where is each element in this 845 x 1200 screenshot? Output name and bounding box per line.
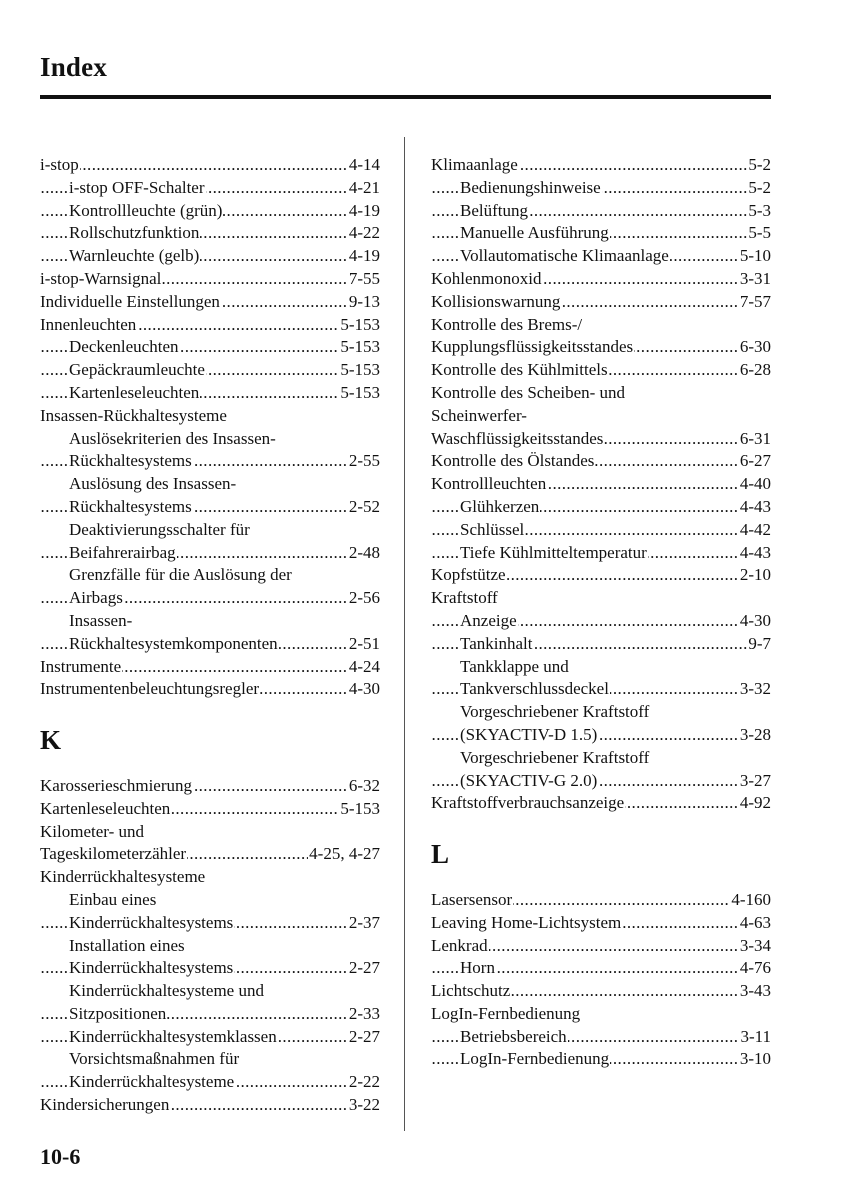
index-entry-label: Manuelle Ausführung xyxy=(460,223,609,243)
index-entry xyxy=(40,154,380,177)
index-entry-page: 5-153 xyxy=(339,798,380,821)
index-entry-page: 3-31 xyxy=(739,268,771,291)
index-subentry xyxy=(40,245,380,268)
index-entry xyxy=(40,678,380,701)
index-subentry xyxy=(40,912,380,935)
page-title: Index xyxy=(40,52,108,82)
index-entry xyxy=(431,792,771,815)
index-entry-page: 5-2 xyxy=(747,154,771,177)
index-subentry xyxy=(40,957,380,980)
index-entry xyxy=(431,154,771,177)
index-subentry xyxy=(431,222,771,245)
index-entry-page: 7-55 xyxy=(348,268,380,291)
index-entry-label: Innenleuchten xyxy=(40,314,137,334)
index-subentry xyxy=(40,222,380,245)
index-entry-label: Tankverschlussdeckel xyxy=(460,679,609,699)
index-entry-label: Vorsichtsmaßnahmen für xyxy=(69,1049,240,1069)
index-entry-label: Rückhaltesystemkomponenten xyxy=(69,633,278,653)
index-entry xyxy=(431,912,771,935)
index-subentry xyxy=(40,542,380,565)
index-entry-label: Leaving Home-Lichtsystem xyxy=(431,912,622,932)
index-entry-page: 9-7 xyxy=(747,633,771,656)
index-entry xyxy=(431,980,771,1003)
index-entry-label: Anzeige xyxy=(460,610,517,630)
column-divider xyxy=(404,137,405,1131)
index-entry xyxy=(431,587,771,610)
index-entry-label: Kopfstütze xyxy=(431,565,506,585)
index-entry-label: Kollisionswarnung xyxy=(431,291,561,311)
index-entry-page: 2-55 xyxy=(348,450,380,473)
index-subentry xyxy=(40,1026,380,1049)
index-entry xyxy=(431,291,771,314)
index-entry-label: LogIn-Fernbedienung xyxy=(460,1049,610,1069)
index-entry xyxy=(431,564,771,587)
index-subentry xyxy=(40,1003,380,1026)
index-entry-label: i-stop OFF-Schalter xyxy=(69,177,205,197)
index-entry-label: Rollschutzfunktion xyxy=(69,223,200,243)
index-entry-label: Sitzpositionen xyxy=(69,1003,167,1023)
index-entry xyxy=(431,428,771,451)
index-subentry xyxy=(40,382,380,405)
index-entry-label: Kontrolle des Kühlmittels xyxy=(431,360,608,380)
index-entry xyxy=(40,314,380,337)
index-entry-page: 4-43 xyxy=(739,542,771,565)
index-entry-label: Schlüssel xyxy=(460,519,525,539)
index-entry xyxy=(40,775,380,798)
index-entry-label: Kilometer- und xyxy=(40,821,144,841)
index-entry-page: 5-5 xyxy=(747,222,771,245)
index-entry-page: 2-22 xyxy=(348,1071,380,1094)
index-entry-page: 4-24 xyxy=(348,656,380,679)
index-entry xyxy=(431,314,771,337)
index-entry-page: 5-3 xyxy=(747,200,771,223)
index-entry-page: 4-25, 4-27 xyxy=(308,843,380,866)
index-entry-page: 5-153 xyxy=(339,382,380,405)
index-entry-page: 4-21 xyxy=(348,177,380,200)
index-subentry xyxy=(431,633,771,656)
index-entry-page: 4-22 xyxy=(348,222,380,245)
index-entry-label: Kartenleseleuchten xyxy=(40,798,171,818)
index-subentry xyxy=(40,1071,380,1094)
index-entry xyxy=(431,1003,771,1026)
index-entry-label: LogIn-Fernbedienung xyxy=(431,1003,581,1023)
index-entry-page: 3-34 xyxy=(739,935,771,958)
index-entry-label: (SKYACTIV-G 2.0) xyxy=(460,770,598,790)
index-subentry xyxy=(431,245,771,268)
index-subentry xyxy=(431,656,771,679)
index-entry-page: 3-27 xyxy=(739,770,771,793)
index-entry-page: 3-32 xyxy=(739,678,771,701)
index-entry-label: (SKYACTIV-D 1.5) xyxy=(460,724,598,744)
index-entry-page: 5-10 xyxy=(739,245,771,268)
index-entry-label: Insassen-Rückhaltesysteme xyxy=(40,405,227,425)
index-subentry xyxy=(40,889,380,912)
index-entry-label: Warnleuchte (gelb) xyxy=(69,246,200,266)
index-entry xyxy=(40,866,380,889)
index-entry-page: 4-30 xyxy=(348,678,380,701)
index-subentry xyxy=(40,200,380,223)
index-entry-label: Kontrolle des Brems-/ xyxy=(431,314,583,334)
index-entry-page: 4-14 xyxy=(348,154,380,177)
index-entry-page: 3-22 xyxy=(348,1094,380,1117)
index-entry xyxy=(40,798,380,821)
index-entry-page: 4-43 xyxy=(739,496,771,519)
index-entry-page: 4-42 xyxy=(739,519,771,542)
index-entry-label: Kindersicherungen xyxy=(40,1095,170,1115)
index-entry-label: Glühkerzen xyxy=(460,496,540,516)
index-entry xyxy=(431,382,771,405)
index-entry-page: 2-27 xyxy=(348,1026,380,1049)
index-entry-page: 3-43 xyxy=(739,980,771,1003)
index-entry-label: Rückhaltesystems xyxy=(69,451,192,471)
index-entry-label: Vorgeschriebener Kraftstoff xyxy=(460,747,650,767)
index-entry-page: 6-27 xyxy=(739,450,771,473)
index-entry xyxy=(40,1094,380,1117)
index-entry xyxy=(40,656,380,679)
index-entry xyxy=(431,450,771,473)
index-entry-label: Einbau eines xyxy=(69,889,157,909)
index-entry-label: Airbags xyxy=(69,588,123,608)
index-entry-page: 6-28 xyxy=(739,359,771,382)
index-entry-page: 4-19 xyxy=(348,245,380,268)
index-entry-label: Vollautomatische Klimaanlage xyxy=(460,246,669,266)
index-entry-label: Kupplungsflüssigkeitsstandes xyxy=(431,337,634,357)
index-entry xyxy=(431,268,771,291)
index-entry-label: Deaktivierungsschalter für xyxy=(69,519,250,539)
index-entry-page: 5-153 xyxy=(339,336,380,359)
index-entry xyxy=(431,336,771,359)
index-entry-page: 6-32 xyxy=(348,775,380,798)
index-subentry xyxy=(40,564,380,587)
index-subentry xyxy=(431,519,771,542)
index-entry-label: Tankklappe und xyxy=(460,656,569,676)
index-entry-label: Karosserieschmierung xyxy=(40,775,193,795)
index-entry xyxy=(40,405,380,428)
index-entry-page: 4-40 xyxy=(739,473,771,496)
index-entry-label: Kraftstoff xyxy=(431,588,498,608)
index-entry-page: 3-10 xyxy=(739,1048,771,1071)
index-subentry xyxy=(431,200,771,223)
index-subentry xyxy=(431,701,771,724)
index-entry xyxy=(431,889,771,912)
index-subentry xyxy=(40,496,380,519)
index-entry-label: Kraftstoffverbrauchsanzeige xyxy=(431,793,625,813)
index-entry-label: Beifahrerairbag xyxy=(69,542,176,562)
index-entry-label: Waschflüssigkeitsstandes xyxy=(431,428,604,448)
index-entry-page: 3-11 xyxy=(739,1026,771,1049)
index-subentry xyxy=(431,770,771,793)
index-entry-page: 2-48 xyxy=(348,542,380,565)
index-subentry xyxy=(431,542,771,565)
index-subentry xyxy=(40,587,380,610)
index-subentry xyxy=(40,633,380,656)
index-entry-label: Kinderrückhaltesystems xyxy=(69,912,234,932)
index-entry-label: Kohlenmonoxid xyxy=(431,268,542,288)
index-subentry xyxy=(431,610,771,633)
index-entry-label: Auslösung des Insassen- xyxy=(69,474,237,494)
index-entry-page: 3-28 xyxy=(739,724,771,747)
section-letter: K xyxy=(40,725,62,756)
index-entry-label: Kinderrückhaltesysteme xyxy=(40,867,206,887)
index-subentry xyxy=(40,428,380,451)
index-entry-page: 5-2 xyxy=(747,177,771,200)
index-entry-page: 4-19 xyxy=(348,200,380,223)
index-subentry xyxy=(40,1048,380,1071)
index-entry-page: 2-56 xyxy=(348,587,380,610)
index-entry-page: 4-63 xyxy=(739,912,771,935)
index-entry-page: 6-31 xyxy=(739,428,771,451)
index-subentry xyxy=(40,473,380,496)
index-entry-label: Kontrolle des Scheiben- und xyxy=(431,382,626,402)
page-number: 10-6 xyxy=(40,1144,81,1169)
index-subentry xyxy=(431,957,771,980)
index-subentry xyxy=(40,935,380,958)
index-subentry xyxy=(40,336,380,359)
index-entry-label: Deckenleuchten xyxy=(69,337,179,357)
index-entry-label: i-stop-Warnsignal xyxy=(40,268,162,288)
index-entry-label: Individuelle Einstellungen xyxy=(40,291,220,311)
index-entry-page: 2-51 xyxy=(348,633,380,656)
index-entry-page: 5-153 xyxy=(339,359,380,382)
index-entry-label: Lichtschutz xyxy=(431,981,511,1001)
index-entry-label: Rückhaltesystems xyxy=(69,496,192,516)
index-entry xyxy=(40,821,380,844)
index-entry-label: Kartenleseleuchten xyxy=(69,382,200,402)
index-entry-label: Tiefe Kühlmitteltemperatur xyxy=(460,542,647,562)
section-letter: L xyxy=(431,839,450,870)
index-entry xyxy=(40,291,380,314)
index-entry-label: Instrumente xyxy=(40,656,122,676)
index-entry-label: Kontrollleuchten xyxy=(431,474,547,494)
index-entry-label: Insassen- xyxy=(69,610,133,630)
index-subentry xyxy=(431,1048,771,1071)
index-subentry xyxy=(431,678,771,701)
index-subentry xyxy=(431,747,771,770)
index-entry-label: Kinderrückhaltesysteme xyxy=(69,1072,235,1092)
index-entry-label: Instrumentenbeleuchtungsregler xyxy=(40,679,260,699)
index-entry-page: 2-33 xyxy=(348,1003,380,1026)
index-entry-page: 2-10 xyxy=(739,564,771,587)
index-subentry xyxy=(431,496,771,519)
index-subentry xyxy=(40,177,380,200)
index-subentry xyxy=(40,450,380,473)
index-entry-page: 2-27 xyxy=(348,957,380,980)
index-entry-page: 4-76 xyxy=(739,957,771,980)
index-entry-label: Klimaanlage xyxy=(431,155,518,174)
index-subentry xyxy=(40,610,380,633)
index-entry-label: Scheinwerfer- xyxy=(431,405,527,425)
index-subentry xyxy=(40,980,380,1003)
index-entry-page: 2-52 xyxy=(348,496,380,519)
index-subentry xyxy=(40,359,380,382)
index-entry-label: Lenkrad xyxy=(431,935,488,955)
index-entry-label: Vorgeschriebener Kraftstoff xyxy=(460,702,650,722)
index-entry-label: Auslösekriterien des Insassen- xyxy=(69,428,276,448)
index-entry-label: Tageskilometerzähler xyxy=(40,844,187,864)
index-column-left xyxy=(40,154,380,1117)
index-entry-label: Kinderrückhaltesystemklassen xyxy=(69,1026,277,1046)
index-entry-page: 2-37 xyxy=(348,912,380,935)
index-entry-page: 9-13 xyxy=(348,291,380,314)
index-entry xyxy=(431,405,771,428)
index-entry-label: Grenzfälle für die Auslösung der xyxy=(69,565,292,585)
index-entry-page: 4-30 xyxy=(739,610,771,633)
index-entry-page: 5-153 xyxy=(339,314,380,337)
index-entry xyxy=(40,268,380,291)
index-entry xyxy=(431,473,771,496)
index-entry-page: 6-30 xyxy=(739,336,771,359)
index-entry xyxy=(40,843,380,866)
index-entry-label: Kinderrückhaltesysteme und xyxy=(69,981,264,1001)
index-entry-label: Belüftung xyxy=(460,200,528,220)
title-rule xyxy=(40,95,771,99)
index-subentry xyxy=(40,519,380,542)
index-column-right xyxy=(431,154,771,1071)
index-entry-page: 4-160 xyxy=(730,889,771,912)
index-entry-label: i-stop xyxy=(40,155,79,174)
index-entry-label: Tankinhalt xyxy=(460,633,533,653)
index-entry-page: 4-92 xyxy=(739,792,771,815)
index-subentry xyxy=(431,177,771,200)
index-entry-label: Kontrolle des Ölstandes xyxy=(431,451,595,471)
index-entry-label: Gepäckraumleuchte xyxy=(69,360,205,380)
index-entry-label: Betriebsbereich xyxy=(460,1026,567,1046)
index-entry-label: Bedienungshinweise xyxy=(460,177,601,197)
index-subentry xyxy=(431,724,771,747)
index-entry-label: Lasersensor xyxy=(431,889,513,909)
index-entry-label: Kinderrückhaltesystems xyxy=(69,958,234,978)
index-entry-label: Installation eines xyxy=(69,935,185,955)
index-entry-label: Kontrollleuchte (grün) xyxy=(69,200,223,220)
index-subentry xyxy=(431,1026,771,1049)
index-entry xyxy=(431,359,771,382)
index-entry-page: 7-57 xyxy=(739,291,771,314)
index-entry xyxy=(431,935,771,958)
index-entry-label: Horn xyxy=(460,958,495,978)
